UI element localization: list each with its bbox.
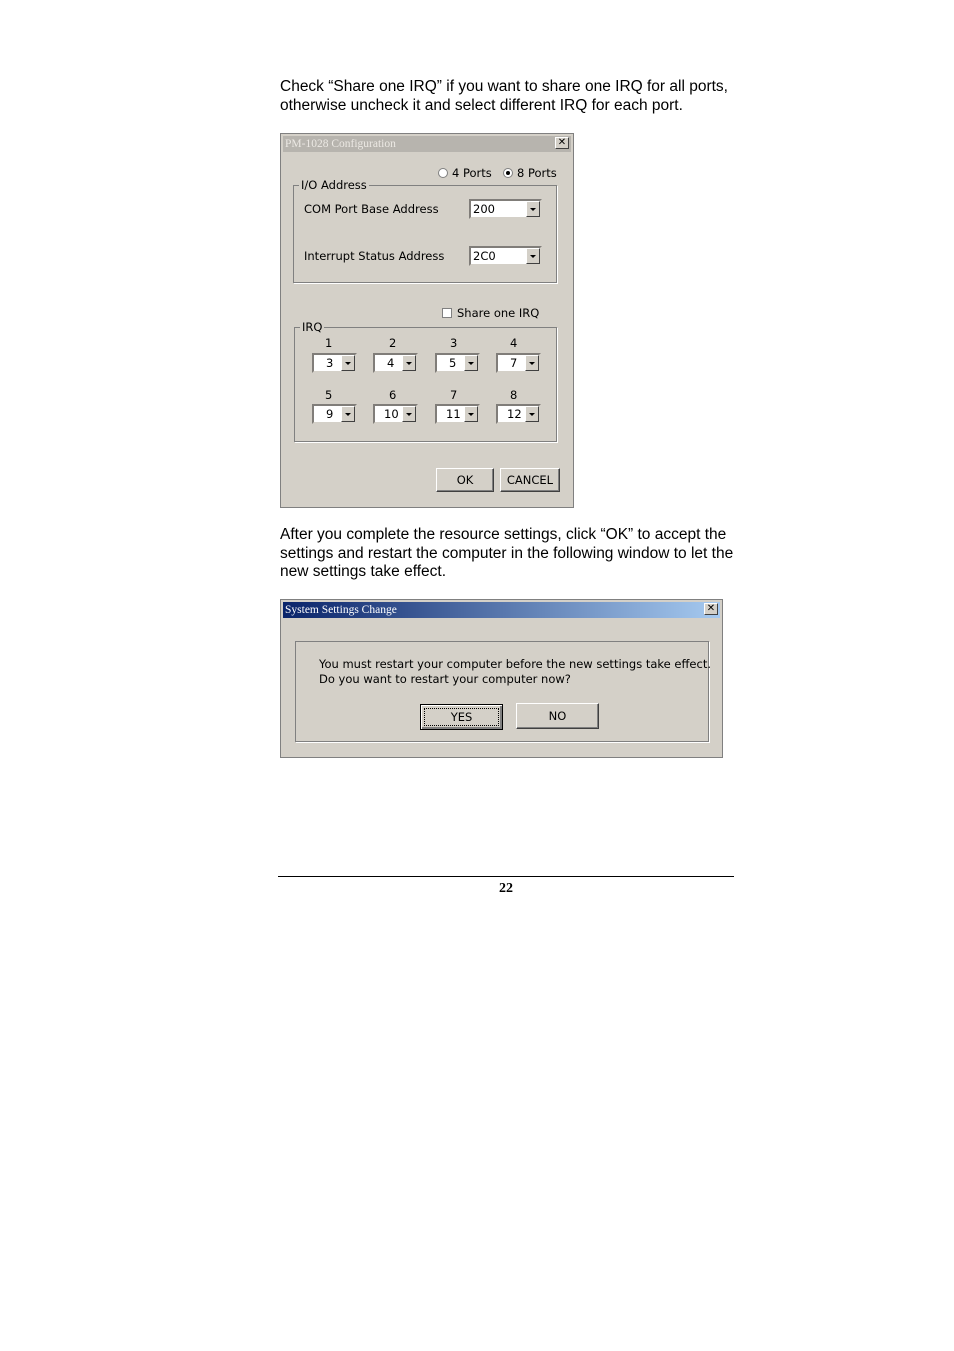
restart-message-line2: Do you want to restart your computer now? <box>319 672 571 686</box>
irq-select[interactable] <box>373 353 418 373</box>
int-status-select[interactable] <box>469 246 542 266</box>
ok-button[interactable] <box>436 468 494 492</box>
restart-message-line1: You must restart your computer before the new settings take effect. <box>319 657 711 671</box>
dropdown-arrow-icon[interactable] <box>526 201 540 217</box>
dropdown-arrow-icon[interactable] <box>402 355 416 371</box>
com-base-value: 200 <box>473 202 495 216</box>
restart-titlebar[interactable] <box>283 602 720 618</box>
int-status-value: 2C0 <box>473 249 496 263</box>
int-status-label: Interrupt Status Address <box>304 249 445 263</box>
dropdown-arrow-icon[interactable] <box>526 248 540 264</box>
ok-button-label: OK <box>456 473 474 487</box>
irq-value: 3 <box>326 356 334 370</box>
irq-group <box>294 320 557 442</box>
cancel-button[interactable] <box>500 468 560 492</box>
yes-button-label: YES <box>450 710 473 724</box>
close-icon[interactable]: ✕ <box>555 137 569 149</box>
io-address-legend: I/O Address <box>301 178 367 192</box>
irq-port-label: 1 <box>325 336 333 350</box>
radio-8-ports[interactable] <box>503 168 513 178</box>
restart-dialog <box>280 599 723 758</box>
dropdown-arrow-icon[interactable] <box>525 355 539 371</box>
irq-legend: IRQ <box>302 320 323 334</box>
irq-select[interactable] <box>312 353 357 373</box>
dropdown-arrow-icon[interactable] <box>464 355 478 371</box>
irq-select[interactable] <box>312 404 357 424</box>
irq-select[interactable] <box>435 404 480 424</box>
irq-value: 4 <box>387 356 395 370</box>
irq-port-label: 5 <box>325 388 333 402</box>
footer-rule <box>278 876 734 877</box>
restart-message-panel <box>295 641 709 742</box>
radio-4-ports[interactable] <box>438 168 448 178</box>
yes-button[interactable] <box>420 704 503 730</box>
dropdown-arrow-icon[interactable] <box>525 406 539 422</box>
irq-port-label: 6 <box>389 388 397 402</box>
config-dialog <box>280 133 574 508</box>
irq-select[interactable] <box>496 353 541 373</box>
radio-4-ports-label: 4 Ports <box>452 166 492 180</box>
com-base-select[interactable] <box>469 199 542 219</box>
irq-select[interactable] <box>435 353 480 373</box>
dropdown-arrow-icon[interactable] <box>341 406 355 422</box>
page-number: 22 <box>499 881 513 896</box>
dropdown-arrow-icon[interactable] <box>341 355 355 371</box>
irq-port-label: 4 <box>510 336 518 350</box>
irq-value: 5 <box>449 356 457 370</box>
irq-port-label: 8 <box>510 388 518 402</box>
config-title: PM-1028 Configuration <box>285 138 396 150</box>
no-button[interactable] <box>516 703 599 729</box>
config-titlebar[interactable] <box>283 136 571 152</box>
share-irq-checkbox[interactable] <box>442 308 452 318</box>
cancel-button-label: CANCEL <box>506 473 554 487</box>
irq-value: 11 <box>446 407 461 421</box>
after-paragraph: After you complete the resource settings, click “OK” to accept the settings and restart the computer in the following window to let the new settings take effect. <box>280 526 734 580</box>
close-icon[interactable]: ✕ <box>704 603 718 615</box>
irq-value: 10 <box>384 407 399 421</box>
irq-value: 9 <box>326 407 334 421</box>
irq-value: 12 <box>507 407 522 421</box>
irq-select[interactable] <box>496 404 541 424</box>
irq-port-label: 2 <box>389 336 397 350</box>
io-address-group <box>293 178 557 283</box>
radio-8-ports-label: 8 Ports <box>517 166 557 180</box>
com-base-label: COM Port Base Address <box>304 202 439 216</box>
irq-select[interactable] <box>373 404 418 424</box>
restart-title: System Settings Change <box>285 604 397 616</box>
intro-paragraph: Check “Share one IRQ” if you want to share one IRQ for all ports, otherwise uncheck it and select different IRQ for each port. <box>280 78 728 114</box>
dropdown-arrow-icon[interactable] <box>402 406 416 422</box>
irq-port-label: 7 <box>450 388 458 402</box>
no-button-label: NO <box>548 709 567 723</box>
irq-port-label: 3 <box>450 336 458 350</box>
share-irq-label: Share one IRQ <box>457 306 540 320</box>
dropdown-arrow-icon[interactable] <box>464 406 478 422</box>
irq-value: 7 <box>510 356 518 370</box>
